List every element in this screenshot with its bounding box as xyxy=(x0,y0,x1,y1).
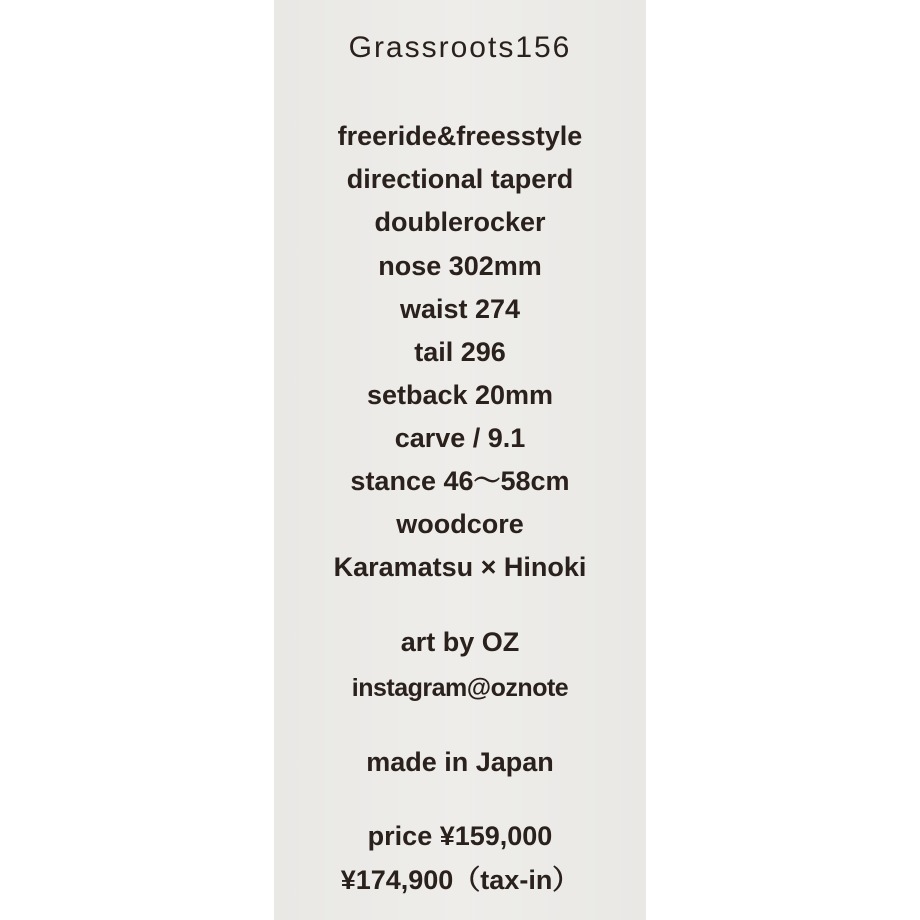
spec-core: woodcore xyxy=(396,509,524,539)
spec-card xyxy=(274,0,646,920)
origin-label: made in Japan xyxy=(366,747,554,777)
spec-riding-style: freeride&freesstyle xyxy=(337,121,583,151)
spec-setback: setback 20mm xyxy=(366,380,554,410)
spec-profile: doublerocker xyxy=(374,207,546,237)
spec-nose: nose 302mm xyxy=(378,251,542,281)
spec-wood-type: Karamatsu × Hinoki xyxy=(333,552,587,582)
spec-stance: stance 46～58cm xyxy=(350,466,570,496)
spec-waist: waist 274 xyxy=(399,294,521,324)
spec-carve: carve / 9.1 xyxy=(394,423,526,453)
art-credit: art by OZ xyxy=(400,627,520,657)
instagram-handle: instagram@oznote xyxy=(351,674,569,702)
product-title: Grassroots156 xyxy=(348,31,572,64)
price-tax-in: ¥174,900（tax-in） xyxy=(340,865,580,895)
spec-tail: tail 296 xyxy=(414,337,506,367)
price-base: price ¥159,000 xyxy=(367,821,553,851)
spec-shape: directional taperd xyxy=(346,164,574,194)
